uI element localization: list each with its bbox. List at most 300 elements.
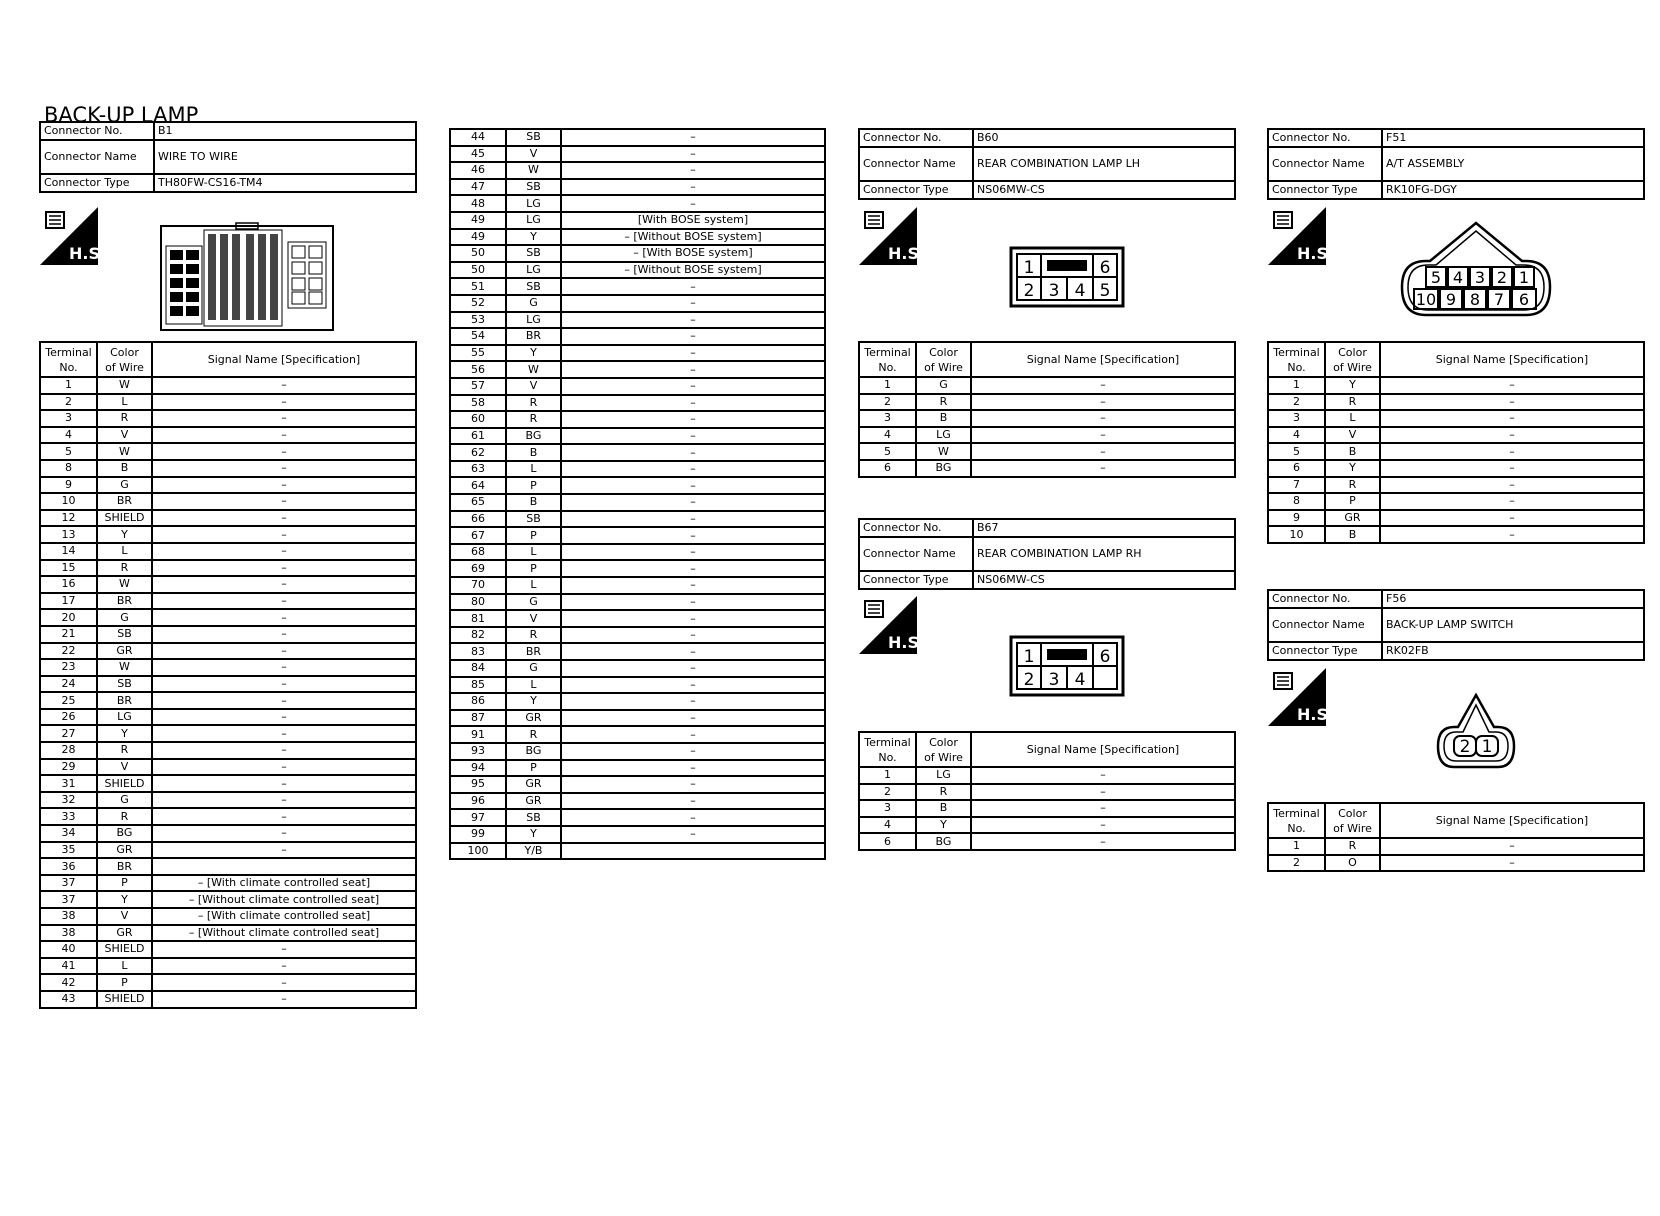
signal-cell: – — [1380, 410, 1644, 427]
signal-cell: – — [561, 146, 825, 163]
terminal-cell: 15 — [40, 560, 97, 577]
table-row — [40, 477, 416, 494]
terminal-cell: 3 — [40, 410, 97, 427]
terminal-cell: 36 — [40, 858, 97, 875]
color-cell: B — [916, 410, 971, 427]
color-cell: R — [1325, 394, 1380, 411]
terminal-cell: 12 — [40, 510, 97, 527]
signal-cell: – [Without BOSE system] — [561, 262, 825, 279]
color-cell: R — [506, 726, 561, 743]
connector-name-value: BACK-UP LAMP SWITCH — [1382, 608, 1644, 642]
f56-connector-info — [1267, 589, 1645, 661]
table-row — [1268, 410, 1644, 427]
color-cell: LG — [97, 709, 152, 726]
color-cell: L — [1325, 410, 1380, 427]
table-row — [450, 560, 825, 577]
signal-cell: – — [152, 609, 416, 626]
table-row — [1268, 838, 1644, 855]
color-cell: B — [506, 444, 561, 461]
signal-cell: – — [152, 593, 416, 610]
color-cell: SB — [506, 511, 561, 528]
connector-type-value: TH80FW-CS16-TM4 — [154, 174, 416, 192]
terminal-cell: 3 — [1268, 410, 1325, 427]
signal-cell: – — [561, 461, 825, 478]
table-row — [40, 394, 416, 411]
signal-cell: – — [561, 643, 825, 660]
terminal-cell: 26 — [40, 709, 97, 726]
table-row — [40, 725, 416, 742]
terminal-cell: 41 — [40, 958, 97, 975]
color-cell: SB — [97, 676, 152, 693]
signal-cell: – — [1380, 477, 1644, 494]
terminal-cell: 1 — [859, 377, 916, 394]
table-row — [450, 444, 825, 461]
color-cell: R — [1325, 838, 1380, 855]
table-row — [450, 511, 825, 528]
color-cell: G — [506, 594, 561, 611]
signal-cell: – — [1380, 443, 1644, 460]
table-row — [1268, 526, 1644, 543]
b1-pin-table-right — [449, 128, 826, 860]
signal-cell: – — [561, 776, 825, 793]
terminal-cell: 2 — [40, 394, 97, 411]
signal-cell: – — [561, 129, 825, 146]
terminal-cell: 52 — [450, 295, 506, 312]
table-row — [40, 493, 416, 510]
signal-cell: – — [1380, 838, 1644, 855]
color-cell: G — [916, 377, 971, 394]
color-cell: L — [506, 677, 561, 694]
signal-cell: – — [561, 627, 825, 644]
table-row — [450, 544, 825, 561]
terminal-cell: 53 — [450, 312, 506, 329]
terminal-cell: 56 — [450, 361, 506, 378]
svg-text:H.S.: H.S. — [888, 633, 926, 652]
table-row — [40, 991, 416, 1008]
terminal-cell: 24 — [40, 676, 97, 693]
table-row — [450, 411, 825, 428]
table-row — [450, 312, 825, 329]
table-row — [859, 800, 1235, 817]
color-cell: B — [916, 800, 971, 817]
color-cell: LG — [506, 312, 561, 329]
color-header: Color of Wire — [1325, 803, 1380, 838]
table-row — [450, 328, 825, 345]
signal-cell: – — [561, 760, 825, 777]
table-row — [40, 825, 416, 842]
terminal-cell: 99 — [450, 826, 506, 843]
terminal-cell: 10 — [40, 493, 97, 510]
signal-cell: – — [152, 560, 416, 577]
signal-cell: [With BOSE system] — [561, 212, 825, 229]
table-row — [1268, 427, 1644, 444]
table-row — [40, 526, 416, 543]
color-cell: LG — [506, 195, 561, 212]
table-row — [40, 460, 416, 477]
signal-cell: – — [561, 361, 825, 378]
signal-header: Signal Name [Specification] — [1380, 342, 1644, 377]
terminal-cell: 57 — [450, 378, 506, 395]
table-row — [450, 726, 825, 743]
color-cell: R — [916, 394, 971, 411]
color-cell: SHIELD — [97, 941, 152, 958]
table-row — [450, 129, 825, 146]
signal-cell: – — [152, 742, 416, 759]
color-cell: LG — [916, 427, 971, 444]
terminal-cell: 65 — [450, 494, 506, 511]
signal-cell: – — [152, 394, 416, 411]
table-row — [450, 212, 825, 229]
svg-text:H.S.: H.S. — [888, 244, 926, 263]
table-row — [450, 577, 825, 594]
table-row — [450, 395, 825, 412]
signal-cell: – — [152, 626, 416, 643]
svg-text:5: 5 — [1099, 281, 1111, 301]
harness-side-icon — [859, 207, 926, 265]
table-row — [40, 941, 416, 958]
terminal-cell: 1 — [1268, 377, 1325, 394]
color-cell: W — [97, 377, 152, 394]
table-row — [40, 576, 416, 593]
terminal-cell: 51 — [450, 278, 506, 295]
signal-cell: – — [561, 809, 825, 826]
svg-text:2: 2 — [1496, 268, 1508, 287]
harness-side-icon — [859, 596, 926, 654]
color-cell: LG — [506, 262, 561, 279]
terminal-cell: 86 — [450, 693, 506, 710]
terminal-header: Terminal No. — [1268, 342, 1325, 377]
table-row — [40, 842, 416, 859]
signal-header: Signal Name [Specification] — [971, 732, 1235, 767]
color-cell: SB — [506, 179, 561, 196]
signal-cell: – — [152, 526, 416, 543]
terminal-cell: 49 — [450, 229, 506, 246]
color-cell: SB — [97, 626, 152, 643]
terminal-cell: 48 — [450, 195, 506, 212]
connector-no-value: B67 — [973, 519, 1235, 537]
terminal-cell: 21 — [40, 626, 97, 643]
color-header: Color of Wire — [1325, 342, 1380, 377]
table-row — [450, 428, 825, 445]
connector-type-value: NS06MW-CS — [973, 571, 1235, 589]
svg-text:4: 4 — [1452, 268, 1464, 287]
terminal-cell: 6 — [859, 833, 916, 850]
terminal-cell: 5 — [1268, 443, 1325, 460]
terminal-cell: 17 — [40, 593, 97, 610]
signal-cell: – — [561, 710, 825, 727]
signal-cell: – — [971, 460, 1235, 477]
table-row — [1268, 443, 1644, 460]
color-cell: W — [97, 576, 152, 593]
table-row — [450, 710, 825, 727]
color-cell: R — [1325, 477, 1380, 494]
color-header: Color of Wire — [916, 732, 971, 767]
table-row — [450, 245, 825, 262]
terminal-cell: 69 — [450, 560, 506, 577]
signal-cell: – — [561, 312, 825, 329]
svg-text:6: 6 — [1518, 290, 1530, 309]
terminal-cell: 14 — [40, 543, 97, 560]
color-cell: L — [506, 461, 561, 478]
table-row — [450, 461, 825, 478]
svg-text:2: 2 — [1023, 281, 1035, 301]
signal-cell: – — [152, 991, 416, 1008]
terminal-cell: 28 — [40, 742, 97, 759]
table-row — [450, 229, 825, 246]
connector-type-value: RK10FG-DGY — [1382, 181, 1644, 199]
terminal-cell: 100 — [450, 843, 506, 860]
signal-cell: – — [561, 693, 825, 710]
table-row — [40, 427, 416, 444]
table-row — [450, 278, 825, 295]
signal-cell: – — [561, 743, 825, 760]
color-cell: L — [97, 394, 152, 411]
connector-type-label: Connector Type — [40, 174, 154, 192]
signal-cell: – [Without climate controlled seat] — [152, 925, 416, 942]
svg-text:2: 2 — [1459, 737, 1471, 757]
connector-no-value: B1 — [154, 122, 416, 140]
table-row — [40, 543, 416, 560]
color-cell: W — [916, 443, 971, 460]
signal-cell: – — [561, 428, 825, 445]
color-cell: R — [97, 410, 152, 427]
signal-cell: – — [152, 974, 416, 991]
terminal-cell: 97 — [450, 809, 506, 826]
table-row — [40, 775, 416, 792]
terminal-cell: 20 — [40, 609, 97, 626]
b67-connector-face-diagram — [1010, 636, 1124, 696]
terminal-cell: 64 — [450, 477, 506, 494]
svg-text:10: 10 — [1415, 290, 1437, 309]
color-cell: P — [506, 560, 561, 577]
terminal-cell: 80 — [450, 594, 506, 611]
signal-cell: – — [152, 808, 416, 825]
terminal-cell: 63 — [450, 461, 506, 478]
color-cell: BR — [97, 493, 152, 510]
table-row — [450, 295, 825, 312]
svg-text:3: 3 — [1474, 268, 1486, 287]
harness-side-icon — [40, 207, 107, 265]
svg-text:H.S.: H.S. — [1297, 705, 1335, 724]
connector-name-value: WIRE TO WIRE — [154, 140, 416, 174]
color-cell: SB — [506, 278, 561, 295]
color-cell: SB — [506, 245, 561, 262]
signal-cell: – — [1380, 460, 1644, 477]
color-cell: R — [916, 784, 971, 801]
color-cell: BR — [506, 643, 561, 660]
signal-cell: – — [152, 576, 416, 593]
connector-type-label: Connector Type — [859, 571, 973, 589]
color-cell: V — [97, 759, 152, 776]
color-cell: P — [97, 974, 152, 991]
table-row — [450, 162, 825, 179]
table-row — [1268, 477, 1644, 494]
color-cell: O — [1325, 855, 1380, 872]
signal-cell: – — [152, 427, 416, 444]
connector-name-label: Connector Name — [1268, 608, 1382, 642]
terminal-cell: 49 — [450, 212, 506, 229]
color-cell: SB — [506, 129, 561, 146]
color-cell: Y — [506, 693, 561, 710]
table-row — [40, 792, 416, 809]
color-cell: V — [506, 378, 561, 395]
color-cell: P — [1325, 493, 1380, 510]
terminal-cell: 3 — [859, 410, 916, 427]
connector-type-label: Connector Type — [1268, 642, 1382, 660]
terminal-cell: 66 — [450, 511, 506, 528]
terminal-cell: 46 — [450, 162, 506, 179]
terminal-cell: 7 — [1268, 477, 1325, 494]
color-header: Color of Wire — [97, 342, 152, 377]
terminal-cell: 50 — [450, 262, 506, 279]
signal-cell: – — [152, 775, 416, 792]
color-cell: G — [506, 660, 561, 677]
table-row — [859, 460, 1235, 477]
table-row — [450, 760, 825, 777]
table-row — [450, 527, 825, 544]
table-row — [450, 494, 825, 511]
signal-cell: – — [152, 443, 416, 460]
color-cell: SHIELD — [97, 991, 152, 1008]
signal-cell: – [With climate controlled seat] — [152, 908, 416, 925]
table-row — [450, 361, 825, 378]
signal-cell: – — [561, 195, 825, 212]
signal-cell: – — [561, 477, 825, 494]
terminal-header: Terminal No. — [40, 342, 97, 377]
terminal-cell: 42 — [40, 974, 97, 991]
table-row — [1268, 855, 1644, 872]
f56-connector-face-diagram — [1436, 693, 1516, 769]
f51-connector-face-diagram — [1400, 221, 1552, 319]
table-row — [859, 817, 1235, 834]
color-cell: R — [506, 627, 561, 644]
color-cell: BR — [97, 858, 152, 875]
signal-cell: – — [971, 377, 1235, 394]
color-cell: BG — [506, 743, 561, 760]
terminal-cell: 85 — [450, 677, 506, 694]
signal-cell: – — [152, 659, 416, 676]
table-row — [40, 692, 416, 709]
connector-no-value: F56 — [1382, 590, 1644, 608]
signal-cell: – — [561, 378, 825, 395]
color-cell: L — [97, 958, 152, 975]
table-row — [40, 974, 416, 991]
terminal-cell: 2 — [1268, 855, 1325, 872]
signal-cell: – — [561, 793, 825, 810]
color-cell: BR — [506, 328, 561, 345]
signal-cell: – — [152, 842, 416, 859]
svg-text:3: 3 — [1048, 670, 1060, 690]
table-row — [40, 410, 416, 427]
table-row — [40, 858, 416, 875]
signal-cell: – — [1380, 526, 1644, 543]
table-row — [40, 742, 416, 759]
terminal-cell: 2 — [859, 394, 916, 411]
signal-cell: – — [1380, 377, 1644, 394]
signal-cell: – — [971, 410, 1235, 427]
signal-cell: – — [561, 444, 825, 461]
svg-text:6: 6 — [1099, 258, 1111, 278]
table-row — [40, 643, 416, 660]
color-cell: GR — [1325, 510, 1380, 527]
table-row — [859, 767, 1235, 784]
table-row — [40, 510, 416, 527]
terminal-cell: 4 — [859, 427, 916, 444]
terminal-cell: 6 — [1268, 460, 1325, 477]
color-cell: B — [1325, 526, 1380, 543]
terminal-cell: 23 — [40, 659, 97, 676]
signal-cell: – — [561, 511, 825, 528]
color-cell: SHIELD — [97, 510, 152, 527]
color-cell: BR — [97, 593, 152, 610]
svg-text:7: 7 — [1493, 290, 1505, 309]
table-row — [859, 377, 1235, 394]
table-row — [450, 660, 825, 677]
table-row — [1268, 460, 1644, 477]
table-row — [450, 843, 825, 860]
table-row — [859, 784, 1235, 801]
signal-cell: – — [152, 759, 416, 776]
color-cell: BG — [506, 428, 561, 445]
table-row — [40, 593, 416, 610]
color-cell: L — [506, 577, 561, 594]
terminal-cell: 45 — [450, 146, 506, 163]
table-row — [450, 677, 825, 694]
signal-cell: – — [561, 328, 825, 345]
terminal-cell: 94 — [450, 760, 506, 777]
table-row — [450, 610, 825, 627]
signal-cell: – — [1380, 855, 1644, 872]
terminal-cell: 43 — [40, 991, 97, 1008]
color-cell: Y — [1325, 460, 1380, 477]
table-row — [40, 808, 416, 825]
terminal-cell: 4 — [1268, 427, 1325, 444]
terminal-cell: 31 — [40, 775, 97, 792]
terminal-cell: 9 — [1268, 510, 1325, 527]
terminal-cell: 8 — [1268, 493, 1325, 510]
signal-cell: – — [561, 345, 825, 362]
table-row — [450, 776, 825, 793]
terminal-cell: 27 — [40, 725, 97, 742]
color-cell: Y — [1325, 377, 1380, 394]
color-cell: Y — [506, 229, 561, 246]
terminal-cell: 33 — [40, 808, 97, 825]
connector-no-label: Connector No. — [859, 519, 973, 537]
signal-cell: – — [561, 660, 825, 677]
color-cell: SHIELD — [97, 775, 152, 792]
color-cell: B — [97, 460, 152, 477]
color-cell: W — [97, 443, 152, 460]
color-cell: Y — [506, 826, 561, 843]
terminal-cell: 13 — [40, 526, 97, 543]
signal-cell: – [With BOSE system] — [561, 245, 825, 262]
terminal-cell: 47 — [450, 179, 506, 196]
table-row — [859, 427, 1235, 444]
terminal-cell: 38 — [40, 925, 97, 942]
color-cell: P — [506, 477, 561, 494]
table-row — [40, 443, 416, 460]
terminal-cell: 91 — [450, 726, 506, 743]
terminal-header: Terminal No. — [1268, 803, 1325, 838]
signal-cell: – — [971, 833, 1235, 850]
connector-no-value: F51 — [1382, 129, 1644, 147]
table-row — [40, 609, 416, 626]
terminal-cell: 38 — [40, 908, 97, 925]
f56-pin-table — [1267, 802, 1645, 872]
b60-connector-info — [858, 128, 1236, 200]
connector-type-label: Connector Type — [859, 181, 973, 199]
terminal-cell: 5 — [859, 443, 916, 460]
